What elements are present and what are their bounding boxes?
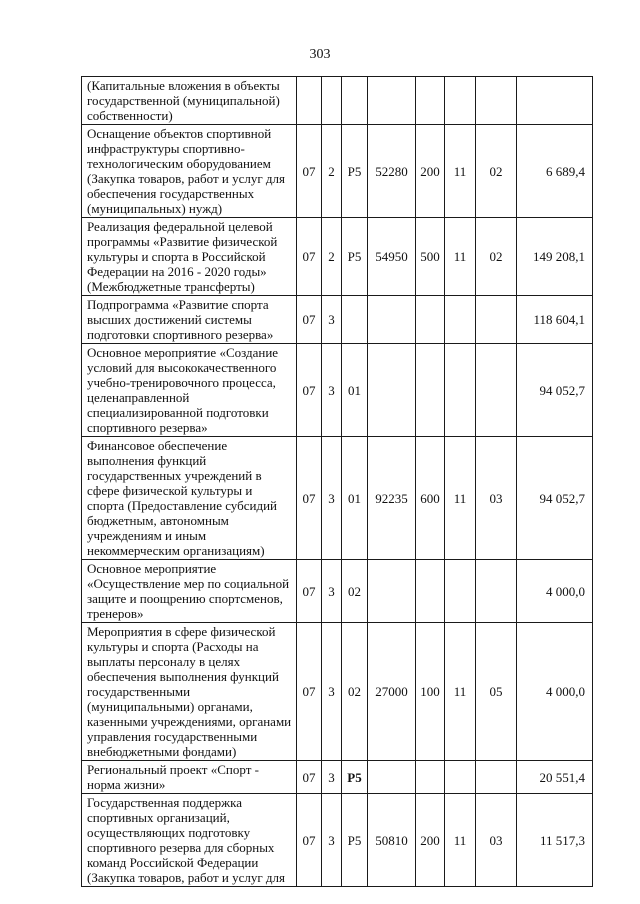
row-name: Финансовое обеспечение выполнения функций государственных учреждений в сфере физической культуры и спорта (Предоставление субсидий бюджетным, автономным учреждениям и иным некоммерческим организациям): [82, 437, 297, 560]
row-item: 54950: [368, 218, 416, 296]
table-row: [82, 296, 593, 344]
table-row: [82, 77, 593, 125]
row-code2: [476, 761, 517, 794]
row-name: Оснащение объектов спортивной инфраструктуры спортивно- технологическим оборудованием (Закупка товаров, работ и услуг для обеспечения государственных (муниципальных) нужд): [82, 125, 297, 218]
row-program: Р5: [342, 218, 368, 296]
row-program: [342, 77, 368, 125]
row-code1: 11: [445, 218, 476, 296]
table-row: [82, 794, 593, 887]
row-name: Государственная поддержка спортивных организаций, осуществляющих подготовку спортивного резерва для сборных команд Российской Федерации (Закупка товаров, работ и услуг для: [82, 794, 297, 887]
row-amount: 149 208,1: [517, 218, 593, 296]
row-code1: [445, 296, 476, 344]
table-row: [82, 437, 593, 560]
page-number: 303: [309, 47, 331, 62]
table-row: [82, 125, 593, 218]
row-amount: 94 052,7: [517, 344, 593, 437]
row-amount: 118 604,1: [517, 296, 593, 344]
row-code1: 11: [445, 794, 476, 887]
row-code2: [476, 344, 517, 437]
row-code2: [476, 560, 517, 623]
row-code2: 02: [476, 125, 517, 218]
row-section: 07: [297, 125, 322, 218]
row-name: (Капитальные вложения в объекты государственной (муниципальной) собственности): [82, 77, 297, 125]
row-item: [368, 761, 416, 794]
row-code2: [476, 77, 517, 125]
row-subsection: [322, 77, 342, 125]
row-expense-type: [416, 344, 445, 437]
row-expense-type: [416, 761, 445, 794]
row-section: 07: [297, 437, 322, 560]
row-subsection: 3: [322, 344, 342, 437]
row-name: Подпрограмма «Развитие спорта высших достижений системы подготовки спортивного резерва»: [82, 296, 297, 344]
row-item: 27000: [368, 623, 416, 761]
row-subsection: 3: [322, 296, 342, 344]
row-expense-type: 600: [416, 437, 445, 560]
row-expense-type: [416, 296, 445, 344]
row-subsection: 3: [322, 623, 342, 761]
row-expense-type: [416, 77, 445, 125]
budget-table: [81, 76, 593, 887]
row-subsection: 2: [322, 125, 342, 218]
row-program: Р5: [342, 761, 368, 794]
row-code2: 03: [476, 794, 517, 887]
row-program: Р5: [342, 125, 368, 218]
row-program: 02: [342, 623, 368, 761]
row-name: Мероприятия в сфере физической культуры и спорта (Расходы на выплаты персоналу в целях обеспечения выполнения функций государственными (муниципальными) органами, казенными учреждениями, органами управления государственными внебюджетными фондами): [82, 623, 297, 761]
row-name: Региональный проект «Спорт - норма жизни»: [82, 761, 297, 794]
row-section: [297, 77, 322, 125]
row-section: 07: [297, 344, 322, 437]
row-code1: [445, 77, 476, 125]
row-code1: 11: [445, 437, 476, 560]
row-name: Основное мероприятие «Осуществление мер по социальной защите и поощрению спортсменов, тренеров»: [82, 560, 297, 623]
table-row: [82, 761, 593, 794]
table-row: [82, 218, 593, 296]
row-amount: [517, 77, 593, 125]
row-item: 92235: [368, 437, 416, 560]
row-subsection: 3: [322, 437, 342, 560]
row-item: [368, 296, 416, 344]
row-section: 07: [297, 623, 322, 761]
row-code1: [445, 560, 476, 623]
row-amount: 20 551,4: [517, 761, 593, 794]
row-item: [368, 560, 416, 623]
row-program: 01: [342, 344, 368, 437]
row-item: [368, 77, 416, 125]
table-row: [82, 623, 593, 761]
row-amount: 6 689,4: [517, 125, 593, 218]
row-expense-type: 500: [416, 218, 445, 296]
row-item: 52280: [368, 125, 416, 218]
row-amount: 94 052,7: [517, 437, 593, 560]
row-item: [368, 344, 416, 437]
row-name: Основное мероприятие «Создание условий для высококачественного учебно-тренировочного процесса, целенаправленной специализированной подготовки спортивного резерва»: [82, 344, 297, 437]
row-program: 02: [342, 560, 368, 623]
row-code1: [445, 344, 476, 437]
row-amount: 4 000,0: [517, 623, 593, 761]
row-code2: 05: [476, 623, 517, 761]
row-expense-type: 200: [416, 794, 445, 887]
row-section: 07: [297, 218, 322, 296]
row-subsection: 3: [322, 761, 342, 794]
row-code1: 11: [445, 623, 476, 761]
row-section: 07: [297, 296, 322, 344]
row-code2: 03: [476, 437, 517, 560]
row-subsection: 3: [322, 560, 342, 623]
row-subsection: 3: [322, 794, 342, 887]
row-section: 07: [297, 794, 322, 887]
row-program: [342, 296, 368, 344]
row-item: 50810: [368, 794, 416, 887]
row-amount: 11 517,3: [517, 794, 593, 887]
row-subsection: 2: [322, 218, 342, 296]
table-row: [82, 560, 593, 623]
row-expense-type: [416, 560, 445, 623]
row-program: Р5: [342, 794, 368, 887]
row-expense-type: 200: [416, 125, 445, 218]
row-code1: [445, 761, 476, 794]
row-section: 07: [297, 560, 322, 623]
row-code2: 02: [476, 218, 517, 296]
row-amount: 4 000,0: [517, 560, 593, 623]
row-name: Реализация федеральной целевой программы «Развитие физической культуры и спорта в Российской Федерации на 2016 - 2020 годы» (Межбюджетные трансферты): [82, 218, 297, 296]
row-section: 07: [297, 761, 322, 794]
row-program: 01: [342, 437, 368, 560]
row-code1: 11: [445, 125, 476, 218]
table-row: [82, 344, 593, 437]
row-code2: [476, 296, 517, 344]
row-expense-type: 100: [416, 623, 445, 761]
